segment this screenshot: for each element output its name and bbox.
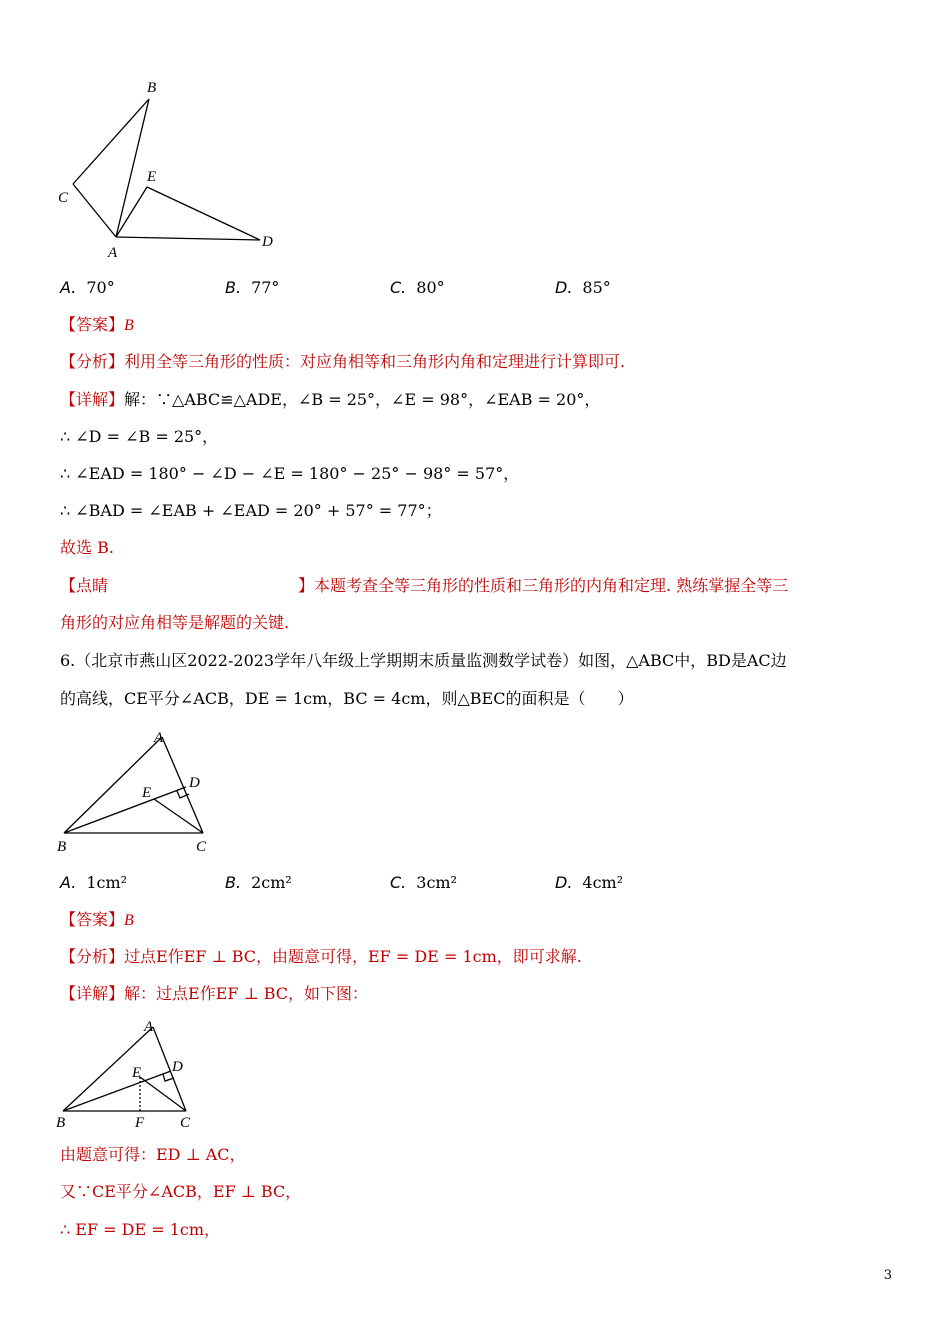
segment-ED xyxy=(147,187,260,240)
q5-option-c: C. 80° xyxy=(390,278,445,297)
segment-AD xyxy=(116,237,260,240)
label-A: A xyxy=(154,730,164,746)
label-A: A xyxy=(108,245,118,261)
segment-BD xyxy=(64,787,186,833)
q6-step-2: 又∵CE平分∠ACB，EF ⊥ BC， xyxy=(60,1182,302,1201)
label-E: E xyxy=(147,169,157,185)
q6-option-b: B. 2cm² xyxy=(225,873,292,892)
label-C: C xyxy=(58,190,69,206)
label-F: F xyxy=(135,1115,145,1131)
label-D: D xyxy=(262,234,273,250)
q6-analysis: 【分析】过点E作EF ⊥ BC，由题意可得，EF = DE = 1cm，即可求解. xyxy=(60,947,582,966)
q5-comment-line-2: 角形的对应角相等是解题的关键. xyxy=(60,613,290,632)
label-D: D xyxy=(189,775,200,791)
q5-detail-line-4: ∴ ∠BAD = ∠EAB + ∠EAD = 20° + 57° = 77°； xyxy=(60,501,442,520)
q5-detail-line-2: ∴ ∠D = ∠B = 25°， xyxy=(60,427,219,446)
q6-answer: 【答案】B xyxy=(60,910,134,929)
label-A: A xyxy=(144,1019,154,1035)
label-D: D xyxy=(172,1059,183,1075)
q6-option-a: A. 1cm² xyxy=(60,873,128,892)
segment-AE xyxy=(116,187,147,237)
q6-detail: 【详解】解：过点E作EF ⊥ BC，如下图： xyxy=(60,984,368,1003)
segment-CA xyxy=(73,184,116,237)
segment-BA xyxy=(116,99,149,237)
q6-stem-line-2: 的高线，CE平分∠ACB，DE = 1cm，BC = 4cm，则△BEC的面积是（ ） xyxy=(60,689,634,708)
label-B: B xyxy=(57,839,67,855)
segment-BD xyxy=(63,1071,171,1111)
page-number: 3 xyxy=(883,1268,892,1283)
q5-detail-line-1: 【详解】解：∵△ABC≌△ADE，∠B = 25°，∠E = 98°，∠EAB = 20°， xyxy=(60,390,601,409)
q5-choose: 故选 B. xyxy=(60,538,114,557)
q5-answer: 【答案】B xyxy=(60,315,134,334)
label-C: C xyxy=(196,839,207,855)
q6-step-3: ∴ EF = DE = 1cm， xyxy=(60,1220,221,1239)
label-B: B xyxy=(56,1115,66,1131)
q5-option-b: B. 77° xyxy=(225,278,280,297)
q6-option-c: C. 3cm² xyxy=(390,873,457,892)
q6-option-d: D. 4cm² xyxy=(555,873,624,892)
q5-option-d: D. 85° xyxy=(555,278,611,297)
figure-triangle-with-ef xyxy=(50,1015,210,1135)
q5-detail-line-3: ∴ ∠EAD = 180° − ∠D − ∠E = 180° − 25° − 98° = 57°， xyxy=(60,464,520,483)
q6-stem-line-1: 6.（北京市燕山区2022-2023学年八年级上学期期末质量监测数学试卷）如图，△ABC中，BD是AC边 xyxy=(60,651,787,670)
figure-congruent-triangles xyxy=(50,75,290,265)
q5-comment-line-1: 【点睛 】本题考查全等三角形的性质和三角形的内角和定理. 熟练掌握全等三 xyxy=(60,576,789,595)
q5-analysis: 【分析】利用全等三角形的性质：对应角相等和三角形内角和定理进行计算即可. xyxy=(60,352,626,371)
label-E: E xyxy=(132,1065,142,1081)
label-C: C xyxy=(180,1115,191,1131)
label-E: E xyxy=(142,785,152,801)
q5-option-a: A. 70° xyxy=(60,278,115,297)
q6-step-1: 由题意可得：ED ⊥ AC， xyxy=(60,1145,246,1164)
segment-BC xyxy=(73,99,149,184)
label-B: B xyxy=(147,80,157,96)
figure-triangle-bec xyxy=(50,725,230,860)
